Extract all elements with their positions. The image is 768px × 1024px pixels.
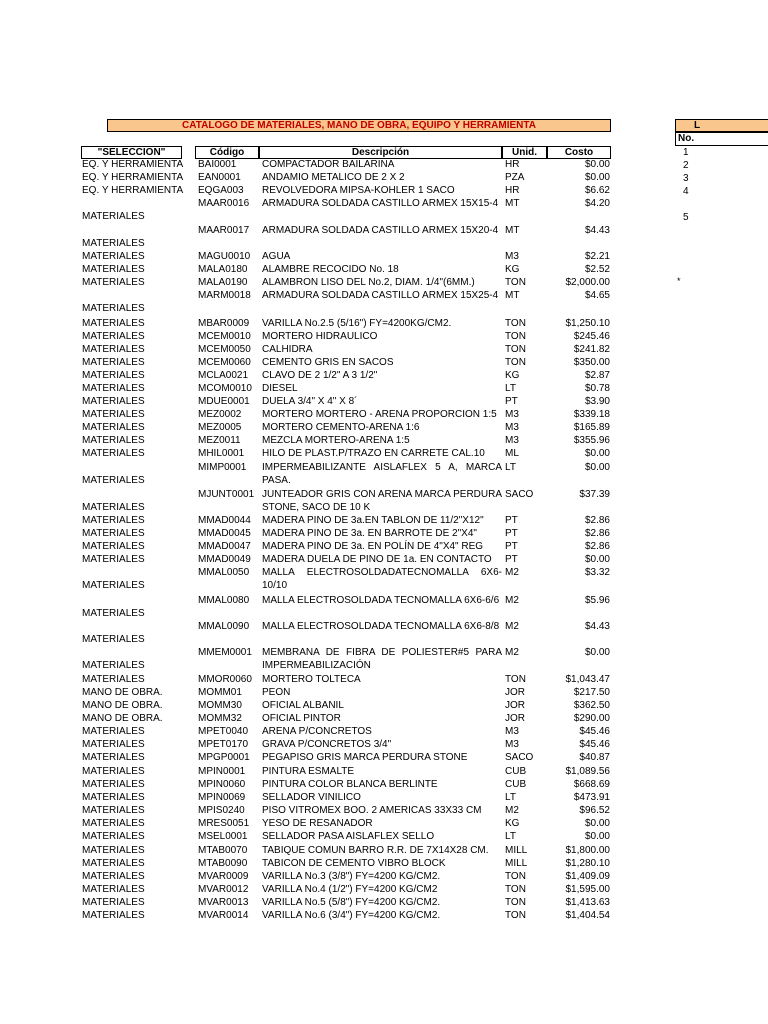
codigo-cell: MOMM32 [198,713,242,724]
codigo-cell: MPIN0060 [198,779,246,790]
side-header-box: L [675,119,768,132]
descripcion-cell: CEMENTO GRIS EN SACOS [262,357,394,368]
descripcion-cell: CLAVO DE 2 1/2" A 3 1/2" [262,370,378,381]
descripcion-cell: PEGAPISO GRIS MARCA PERDURA STONE [262,752,468,763]
descripcion-cell: MEMBRANA DE FIBRA DE POLIESTER#5 PARA IMPERMEABILIZACIÓN [262,647,502,671]
side-asterisk: * [677,276,681,286]
codigo-cell: MPET0170 [198,739,249,750]
seleccion-cell: MATERIALES [82,805,145,816]
seleccion-cell: MATERIALES [82,251,145,262]
costo-cell: $2.86 [584,515,610,526]
costo-cell: $5.96 [584,595,610,606]
seleccion-cell: MATERIALES [82,766,145,777]
unid-cell: MILL [505,845,528,856]
codigo-cell: MALA0180 [198,264,248,275]
descripcion-cell: REVOLVEDORA MIPSA-KOHLER 1 SACO [262,185,455,196]
costo-cell: $1,404.54 [565,910,610,921]
costo-cell: $45.46 [579,726,610,737]
descripcion-cell: TABIQUE COMUN BARRO R.R. DE 7X14X28 CM. [262,845,489,856]
unid-cell: LT [505,462,516,473]
descripcion-cell: ARMADURA SOLDADA CASTILLO ARMEX 15X15-4 [262,198,499,209]
costo-cell: $0.00 [584,159,610,170]
codigo-cell: MMAD0045 [198,528,251,539]
descripcion-cell: HILO DE PLAST.P/TRAZO EN CARRETE CAL.10 [262,448,485,459]
unid-cell: PZA [505,172,525,183]
unid-cell: JOR [505,713,525,724]
costo-cell: $4.65 [584,290,610,301]
costo-cell: $473.91 [573,792,610,803]
seleccion-cell: MATERIALES [82,303,145,314]
costo-cell: $40.87 [579,752,610,763]
costo-cell: $1,595.00 [565,884,610,895]
unid-cell: HR [505,159,520,170]
costo-cell: $2.86 [584,528,610,539]
descripcion-cell: GRAVA P/CONCRETOS 3/4" [262,739,392,750]
descripcion-cell: TABICON DE CEMENTO VIBRO BLOCK [262,858,446,869]
codigo-cell: MVAR0009 [198,871,249,882]
unid-cell: CUB [505,766,527,777]
side-number: 2 [683,160,689,171]
descripcion-cell: DUELA 3/4" X 4" X 8´ [262,396,358,407]
unid-cell: M2 [505,805,519,816]
descripcion-cell: MORTERO CEMENTO-ARENA 1:6 [262,422,420,433]
costo-cell: $355.96 [573,435,610,446]
seleccion-cell: EQ. Y HERRAMIENTA [82,172,184,183]
costo-cell: $0.00 [584,462,610,473]
seleccion-cell: MANO DE OBRA. [82,687,163,698]
codigo-cell: MCEM0010 [198,331,251,342]
descripcion-cell: PINTURA COLOR BLANCA BERLINTE [262,779,438,790]
unid-cell: TON [505,318,526,329]
seleccion-cell: MATERIALES [82,608,145,619]
descripcion-cell: SELLADOR PASA AISLAFLEX SELLO [262,831,435,842]
seleccion-cell: MATERIALES [82,383,145,394]
costo-cell: $1,043.47 [565,674,610,685]
codigo-cell: MEZ0005 [198,422,242,433]
unid-cell: TON [505,331,526,342]
codigo-cell: MMAL0080 [198,595,250,606]
seleccion-cell: MATERIALES [82,541,145,552]
codigo-cell: MOMM01 [198,687,242,698]
codigo-cell: MVAR0014 [198,910,249,921]
descripcion-cell: MALLA ELECTROSOLDADA TECNOMALLA 6X6-6/6 [262,595,500,606]
unid-cell: PT [505,554,518,565]
unid-cell: JOR [505,687,525,698]
seleccion-cell: MATERIALES [82,277,145,288]
codigo-cell: MOMM30 [198,700,242,711]
codigo-cell: MCOM0010 [198,383,252,394]
unid-cell: CUB [505,779,527,790]
descripcion-cell: MADERA DUELA DE PINO DE 1a. EN CONTACTO [262,554,492,565]
descripcion-cell: COMPACTADOR BAILARINA [262,159,395,170]
seleccion-cell: MATERIALES [82,528,145,539]
unid-cell: M3 [505,435,519,446]
codigo-cell: MRES0051 [198,818,250,829]
side-number: 3 [683,173,689,184]
unid-cell: TON [505,897,526,908]
unid-cell: KG [505,370,520,381]
descripcion-cell: OFICIAL ALBANIL [262,700,344,711]
unid-cell: M3 [505,726,519,737]
descripcion-cell: MADERA PINO DE 3a.EN TABLON DE 11/2"X12" [262,515,484,526]
costo-cell: $4.43 [584,621,610,632]
seleccion-cell: MATERIALES [82,779,145,790]
seleccion-cell: MATERIALES [82,409,145,420]
descripcion-cell: PISO VITROMEX BOO. 2 AMERICAS 33X33 CM [262,805,482,816]
unid-cell: M3 [505,739,519,750]
costo-cell: $1,089.56 [565,766,610,777]
unid-cell: MT [505,225,520,236]
costo-cell: $2.87 [584,370,610,381]
codigo-cell: MPIN0069 [198,792,246,803]
seleccion-cell: MATERIALES [82,726,145,737]
costo-cell: $0.00 [584,831,610,842]
costo-cell: $3.32 [584,567,610,578]
costo-cell: $1,800.00 [565,845,610,856]
codigo-cell: MCEM0050 [198,344,251,355]
header-unid: Unid. [502,146,547,159]
descripcion-cell: VARILLA No.3 (3/8") FY=4200 KG/CM2. [262,871,441,882]
descripcion-cell: MORTERO MORTERO - ARENA PROPORCION 1:5 [262,409,497,420]
unid-cell: M3 [505,409,519,420]
seleccion-cell: MATERIALES [82,871,145,882]
seleccion-cell: MATERIALES [82,580,145,591]
descripcion-cell: ARMADURA SOLDADA CASTILLO ARMEX 15X20-4 [262,225,499,236]
descripcion-cell: DIESEL [262,383,298,394]
unid-cell: JOR [505,700,525,711]
descripcion-cell: MADERA PINO DE 3a. EN POLÍN DE 4"X4" REG [262,541,484,552]
side-number: 4 [683,186,689,197]
seleccion-cell: MATERIALES [82,554,145,565]
seleccion-cell: MATERIALES [82,884,145,895]
costo-cell: $362.50 [573,700,610,711]
seleccion-cell: EQ. Y HERRAMIENTA [82,185,184,196]
seleccion-cell: MATERIALES [82,634,145,645]
codigo-cell: MHIL0001 [198,448,245,459]
costo-cell: $45.46 [579,739,610,750]
costo-cell: $0.00 [584,172,610,183]
codigo-cell: MMAD0044 [198,515,251,526]
codigo-cell: MMAL0090 [198,621,250,632]
seleccion-cell: MATERIALES [82,435,145,446]
unid-cell: MILL [505,858,528,869]
unid-cell: LT [505,383,516,394]
seleccion-cell: MATERIALES [82,897,145,908]
unid-cell: PT [505,541,518,552]
header-codigo: Código [195,146,259,159]
seleccion-cell: MANO DE OBRA. [82,713,163,724]
unid-cell: HR [505,185,520,196]
codigo-cell: MPGP0001 [198,752,250,763]
costo-cell: $3.90 [584,396,610,407]
seleccion-cell: MATERIALES [82,331,145,342]
descripcion-cell: VARILLA No.6 (3/4") FY=4200 KG/CM2. [262,910,441,921]
descripcion-cell: ARMADURA SOLDADA CASTILLO ARMEX 15X25-4 [262,290,499,301]
unid-cell: SACO [505,752,534,763]
seleccion-cell: MATERIALES [82,910,145,921]
descripcion-cell: MORTERO HIDRAULICO [262,331,378,342]
codigo-cell: MMAL0050 [198,567,250,578]
seleccion-cell: MATERIALES [82,660,145,671]
seleccion-cell: MATERIALES [82,831,145,842]
unid-cell: LT [505,792,516,803]
unid-cell: LT [505,831,516,842]
codigo-cell: MMEM0001 [198,647,252,658]
codigo-cell: MIMP0001 [198,462,247,473]
codigo-cell: MJUNT0001 [198,489,255,500]
side-number: 5 [683,212,689,223]
seleccion-cell: MATERIALES [82,818,145,829]
costo-cell: $339.18 [573,409,610,420]
costo-cell: $2,000.00 [565,277,610,288]
header-costo: Costo [547,146,611,159]
unid-cell: M2 [505,647,519,658]
codigo-cell: MCLA0021 [198,370,249,381]
codigo-cell: MALA0190 [198,277,248,288]
unid-cell: KG [505,264,520,275]
codigo-cell: MMAD0047 [198,541,251,552]
descripcion-cell: MADERA PINO DE 3a. EN BARROTE DE 2"X4" [262,528,477,539]
costo-cell: $4.43 [584,225,610,236]
unid-cell: TON [505,910,526,921]
codigo-cell: MAGU0010 [198,251,251,262]
descripcion-cell: IMPERMEABILIZANTE AISLAFLEX 5 A, MARCA PASA. [262,462,502,486]
descripcion-cell: PINTURA ESMALTE [262,766,355,777]
costo-cell: $4.20 [584,198,610,209]
codigo-cell: MAAR0016 [198,198,250,209]
header-seleccion: "SELECCION" [81,146,182,159]
codigo-cell: MVAR0012 [198,884,249,895]
unid-cell: PT [505,515,518,526]
codigo-cell: MPIS0240 [198,805,245,816]
seleccion-cell: MATERIALES [82,502,145,513]
costo-cell: $1,280.10 [565,858,610,869]
costo-cell: $0.00 [584,818,610,829]
codigo-cell: MAAR0017 [198,225,250,236]
seleccion-cell: MATERIALES [82,238,145,249]
unid-cell: M2 [505,567,519,578]
catalog-title: CATALOGO DE MATERIALES, MANO DE OBRA, EQUIPO Y HERRAMIENTA [107,119,611,132]
codigo-cell: BAI0001 [198,159,237,170]
codigo-cell: MSEL0001 [198,831,248,842]
descripcion-cell: ALAMBRE RECOCIDO No. 18 [262,264,399,275]
unid-cell: ML [505,448,519,459]
costo-cell: $1,250.10 [565,318,610,329]
unid-cell: MT [505,198,520,209]
seleccion-cell: MATERIALES [82,515,145,526]
codigo-cell: MEZ0011 [198,435,241,446]
seleccion-cell: MATERIALES [82,370,145,381]
unid-cell: TON [505,674,526,685]
unid-cell: MT [505,290,520,301]
side-no-header: No. [675,132,768,146]
seleccion-cell: EQ. Y HERRAMIENTA [82,159,184,170]
descripcion-cell: VARILLA No.5 (5/8") FY=4200 KG/CM2. [262,897,441,908]
costo-cell: $6.62 [584,185,610,196]
descripcion-cell: ALAMBRON LISO DEL No.2, DIAM. 1/4"(6MM.) [262,277,475,288]
descripcion-cell: YESO DE RESANADOR [262,818,373,829]
descripcion-cell: VARILLA No.4 (1/2") FY=4200 KG/CM2 [262,884,438,895]
descripcion-cell: PEON [262,687,291,698]
descripcion-cell: MORTERO TOLTECA [262,674,361,685]
seleccion-cell: MATERIALES [82,739,145,750]
costo-cell: $2.52 [584,264,610,275]
descripcion-cell: VARILLA No.2.5 (5/16") FY=4200KG/CM2. [262,318,452,329]
descripcion-cell: MEZCLA MORTERO-ARENA 1:5 [262,435,410,446]
costo-cell: $2.86 [584,541,610,552]
seleccion-cell: MATERIALES [82,752,145,763]
descripcion-cell: JUNTEADOR GRIS CON ARENA MARCA PERDURA STONE, SACO DE 10 K [262,489,502,513]
unid-cell: TON [505,871,526,882]
descripcion-cell: OFICIAL PINTOR [262,713,341,724]
costo-cell: $290.00 [573,713,610,724]
codigo-cell: MMOR0060 [198,674,252,685]
seleccion-cell: MATERIALES [82,674,145,685]
descripcion-cell: MALLA ELECTROSOLDADATECNOMALLA 6X6-10/10 [262,567,502,591]
descripcion-cell: MALLA ELECTROSOLDADA TECNOMALLA 6X6-8/8 [262,621,500,632]
codigo-cell: MMAD0049 [198,554,251,565]
codigo-cell: MPET0040 [198,726,249,737]
unid-cell: M3 [505,251,519,262]
unid-cell: PT [505,528,518,539]
costo-cell: $1,409.09 [565,871,610,882]
seleccion-cell: MATERIALES [82,792,145,803]
costo-cell: $165.89 [573,422,610,433]
costo-cell: $241.82 [573,344,610,355]
codigo-cell: MPIN0001 [198,766,246,777]
costo-cell: $0.00 [584,554,610,565]
codigo-cell: EQGA003 [198,185,244,196]
codigo-cell: EAN0001 [198,172,241,183]
seleccion-cell: MATERIALES [82,448,145,459]
costo-cell: $2.21 [584,251,610,262]
descripcion-cell: CALHIDRA [262,344,313,355]
header-descripcion: Descripción [259,146,502,159]
codigo-cell: MVAR0013 [198,897,249,908]
costo-cell: $0.00 [584,647,610,658]
seleccion-cell: MATERIALES [82,344,145,355]
seleccion-cell: MATERIALES [82,264,145,275]
codigo-cell: MBAR0009 [198,318,250,329]
seleccion-cell: MATERIALES [82,858,145,869]
codigo-cell: MEZ0002 [198,409,242,420]
side-number: 1 [683,147,689,158]
unid-cell: KG [505,818,520,829]
codigo-cell: MTAB0090 [198,858,248,869]
descripcion-cell: ANDAMIO METALICO DE 2 X 2 [262,172,405,183]
seleccion-cell: MATERIALES [82,475,145,486]
seleccion-cell: MATERIALES [82,845,145,856]
unid-cell: TON [505,357,526,368]
descripcion-cell: SELLADOR VINILICO [262,792,361,803]
costo-cell: $0.78 [584,383,610,394]
seleccion-cell: MATERIALES [82,318,145,329]
seleccion-cell: MATERIALES [82,422,145,433]
codigo-cell: MCEM0060 [198,357,251,368]
unid-cell: SACO [505,489,534,500]
costo-cell: $217.50 [573,687,610,698]
costo-cell: $668.69 [573,779,610,790]
descripcion-cell: ARENA P/CONCRETOS [262,726,372,737]
seleccion-cell: MATERIALES [82,396,145,407]
unid-cell: M3 [505,422,519,433]
costo-cell: $1,413.63 [565,897,610,908]
costo-cell: $37.39 [579,489,610,500]
costo-cell: $0.00 [584,448,610,459]
seleccion-cell: MANO DE OBRA. [82,700,163,711]
unid-cell: M2 [505,595,519,606]
unid-cell: TON [505,344,526,355]
unid-cell: TON [505,884,526,895]
costo-cell: $245.46 [573,331,610,342]
costo-cell: $96.52 [579,805,610,816]
unid-cell: TON [505,277,526,288]
seleccion-cell: MATERIALES [82,357,145,368]
costo-cell: $350.00 [573,357,610,368]
seleccion-cell: MATERIALES [82,211,145,222]
unid-cell: PT [505,396,518,407]
codigo-cell: MTAB0070 [198,845,248,856]
descripcion-cell: AGUA [262,251,291,262]
codigo-cell: MDUE0001 [198,396,250,407]
codigo-cell: MARM0018 [198,290,251,301]
unid-cell: M2 [505,621,519,632]
